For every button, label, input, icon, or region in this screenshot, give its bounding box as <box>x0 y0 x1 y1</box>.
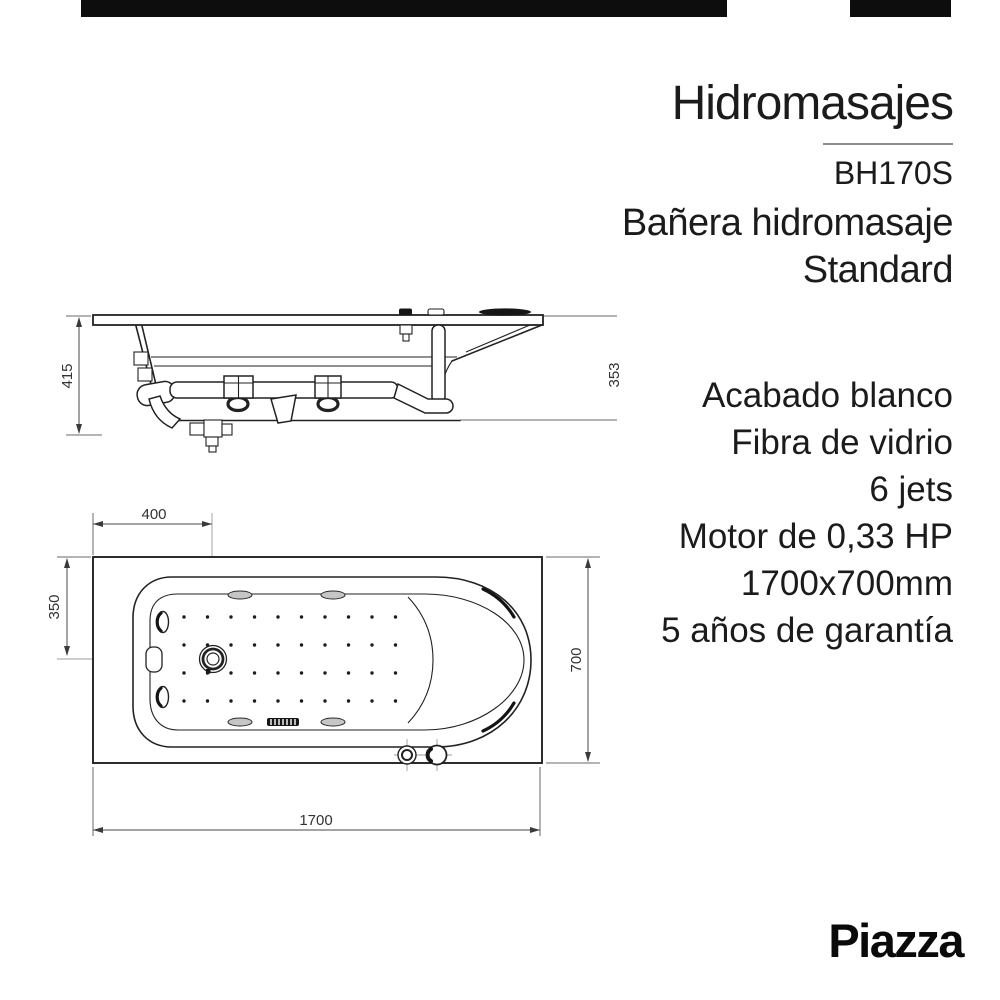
spec-motor: Motor de 0,33 HP <box>678 517 953 556</box>
side-view-drawing <box>50 300 630 455</box>
drain <box>200 646 227 674</box>
top-dim-width <box>546 557 600 763</box>
product-subtitle-line2: Standard <box>802 249 953 291</box>
top-view-drawing <box>40 498 620 843</box>
suction-grille <box>267 718 299 726</box>
funnel-bracket <box>271 395 296 423</box>
product-model: BH170S <box>833 155 953 191</box>
side-dim-height-overall <box>59 316 102 435</box>
spec-jets: 6 jets <box>869 470 953 509</box>
soap-dish <box>146 647 162 672</box>
title-divider <box>823 143 953 145</box>
spec-warranty: 5 años de garantía <box>661 611 953 650</box>
page-title: Hidromasajes <box>671 77 953 130</box>
header-bar-small <box>850 0 951 17</box>
spec-size: 1700x700mm <box>740 564 953 603</box>
top-dim-drain-y <box>46 557 91 656</box>
tub-rim-profile <box>93 315 543 325</box>
brand-logo: Piazza <box>828 914 963 967</box>
header-bar-wide <box>81 0 727 17</box>
top-dim-700-label: 700 <box>568 647 585 673</box>
product-subtitle-line1: Bañera hidromasaje <box>621 202 953 244</box>
drain-assembly <box>149 396 232 452</box>
leg-pipe <box>432 325 445 403</box>
spec-finish: Acabado blanco <box>701 376 953 415</box>
spec-list <box>661 372 953 654</box>
top-dim-drain-x <box>93 506 212 555</box>
side-dim-height-inner <box>460 316 623 420</box>
top-dim-350-label: 350 <box>46 594 63 620</box>
top-dim-1700-label: 1700 <box>299 812 333 829</box>
side-dim-353-label: 353 <box>606 362 623 388</box>
side-dim-415-label: 415 <box>59 363 76 389</box>
top-dim-length <box>93 767 540 836</box>
headrest-profile <box>479 308 531 315</box>
top-dim-400-label: 400 <box>141 506 167 523</box>
spec-material: Fibra de vidrio <box>731 423 953 462</box>
